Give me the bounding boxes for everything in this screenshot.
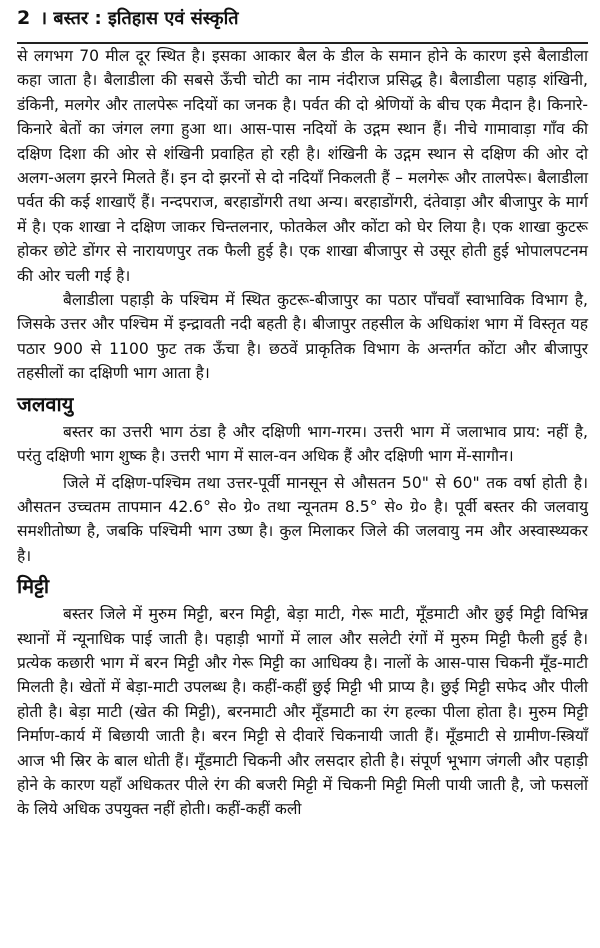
page-number: 2 — [17, 7, 31, 29]
climate-paragraph-2: जिले में दक्षिण-पश्चिम तथा उत्तर-पूर्वी मानसून से औसतन 50" से 60" तक वर्षा होती है। औसतन उच्चतम तापमान 42.6° से० ग्रे० तथा न्यूनतम 8.5° से० ग्रे० है। पूर्वी बस्तर की जलवायु समशीतोष्ण है, जबकि पश्चिमी भाग उष्ण है। कुल मिलाकर जिले की जलवायु नम और अस्वास्थ्यकर है। — [17, 473, 588, 565]
soil-paragraph-1: बस्तर जिले में मुरुम मिट्टी, बरन मिट्टी, बेड़ा माटी, गेरू माटी, मूँडमाटी और छुई मिट्टी विभिन्न स्थानों में न्यूनाधिक पाई जाती है। पहाड़ी भागों में लाल और सलेटी रंगों में मुरुम मिट्टी फैली हुई है। प्रत्येक कछारी भाग में बरन मिट्टी और गेरू मिट्टी का आधिक्य है। नालों के आस-पास चिकनी मूँड-माटी मिलती है। खेतों में बेड़ा-माटी उपलब्ध है। कहीं-कहीं छुई मिट्टी भी प्राप्य है। छुई मिट्टी सफेद और पीली होती है। बेड़ा माटी (खेत की मिट्टी), बरनमाटी और मूँडमाटी का रंग हल्का पीला होता है। मुरुम मिट्टी निर्माण-कार्य में बिछायी जाती है। बरन मिट्टी से दीवारें चिकनायी जाती हैं। मूँडमाटी से ग्रामीण-स्त्रियाँ आज भी स्रिर के बाल धोती हैं। मूँडमाटी चिकनी और लसदार होती है। संपूर्ण भूभाग जंगली और पहाड़ी होने के कारण यहाँ अधिकतर पीले रंग की बजरी मिट्टी में चिकनी मिट्टी मिली पायी जाती है, जो फसलों के लिये अधिक उपयुक्त नहीं होती। कहीं-कहीं कली — [17, 605, 588, 819]
soil-heading: मिट्टी — [17, 574, 50, 599]
intro-paragraph-1: से लगभग 70 मील दूर स्थित है। इसका आकार बैल के डील के समान होने के कारण इसे बैलाडीला कहा जाता है। बैलाडीला की सबसे ऊँची चोटी का नाम नंदीराज प्रसिद्ध है। बैलाडीला पहाड़ शंखिनी, डंकिनी, मलगेर और तालपेरू नदियों का जनक है। पर्वत की दो श्रेणियों के बीच एक मैदान है। किनारे-किनारे बेतों का जंगल लगा हुआ था। आस-पास नदियों के उद्गम स्थान हैं। नीचे गामावाड़ा गाँव की दक्षिण दिशा की ओर से शंखिनी प्रवाहित हो रही है। शंखिनी के उद्गम स्थान से दक्षिण की ओर दो अलग-अलग झरने मिलते हैं। इन दो झरनों से दो नदियाँ निकलती हैं – मलगेरू और तालपेरू। बैलाडीला पर्वत की कई शाखाएँ हैं। नन्दपराज, बरहाडोंगरी तथा अन्य। बरहाडोंगरी, दंतेवाड़ा और बीजापुर के मार्ग में है। एक शाखा ने दक्षिण जाकर चिन्तलनार, फोतकेल और कोंटा को घेर लिया है। एक शाखा कुटरू होकर छोटे डोंगर से नारायणपुर तक फैली हुई है। एक शाखा बीजापुर से उसूर होती हुई भोपालपटनम की ओर चली गई है। — [17, 47, 588, 285]
intro-paragraph-2: बैलाडीला पहाड़ी के पश्चिम में स्थित कुटरू-बीजापुर का पठार पाँचवाँ स्वाभाविक विभाग है, जिसके उत्तर और पश्चिम में इन्द्रावती नदी बहती है। बीजापुर तहसील के अधिकांश भाग में विस्तृत यह पठार 900 से 1100 फुट तक ऊँचा है। छठवें प्राकृतिक विभाग के अन्तर्गत कोंटा और बीजापुर तहसीलों का दक्षिणी भाग आता है। — [17, 291, 588, 383]
page-header — [17, 6, 588, 44]
running-title: । बस्तर : इतिहास एवं संस्कृति — [40, 8, 239, 29]
climate-section — [17, 391, 588, 568]
climate-heading: जलवायु — [17, 391, 74, 416]
intro-section — [17, 44, 588, 386]
climate-paragraph-1: बस्तर का उत्तरी भाग ठंडा है और दक्षिणी भाग-गरम। उत्तरी भाग में जलाभाव प्राय: नहीं है, परंतु दक्षिणी भाग शुष्क है। उत्तरी भाग में साल-वन अधिक हैं और दक्षिणी भाग में-सागौन। — [17, 422, 588, 466]
soil-section — [17, 573, 588, 822]
